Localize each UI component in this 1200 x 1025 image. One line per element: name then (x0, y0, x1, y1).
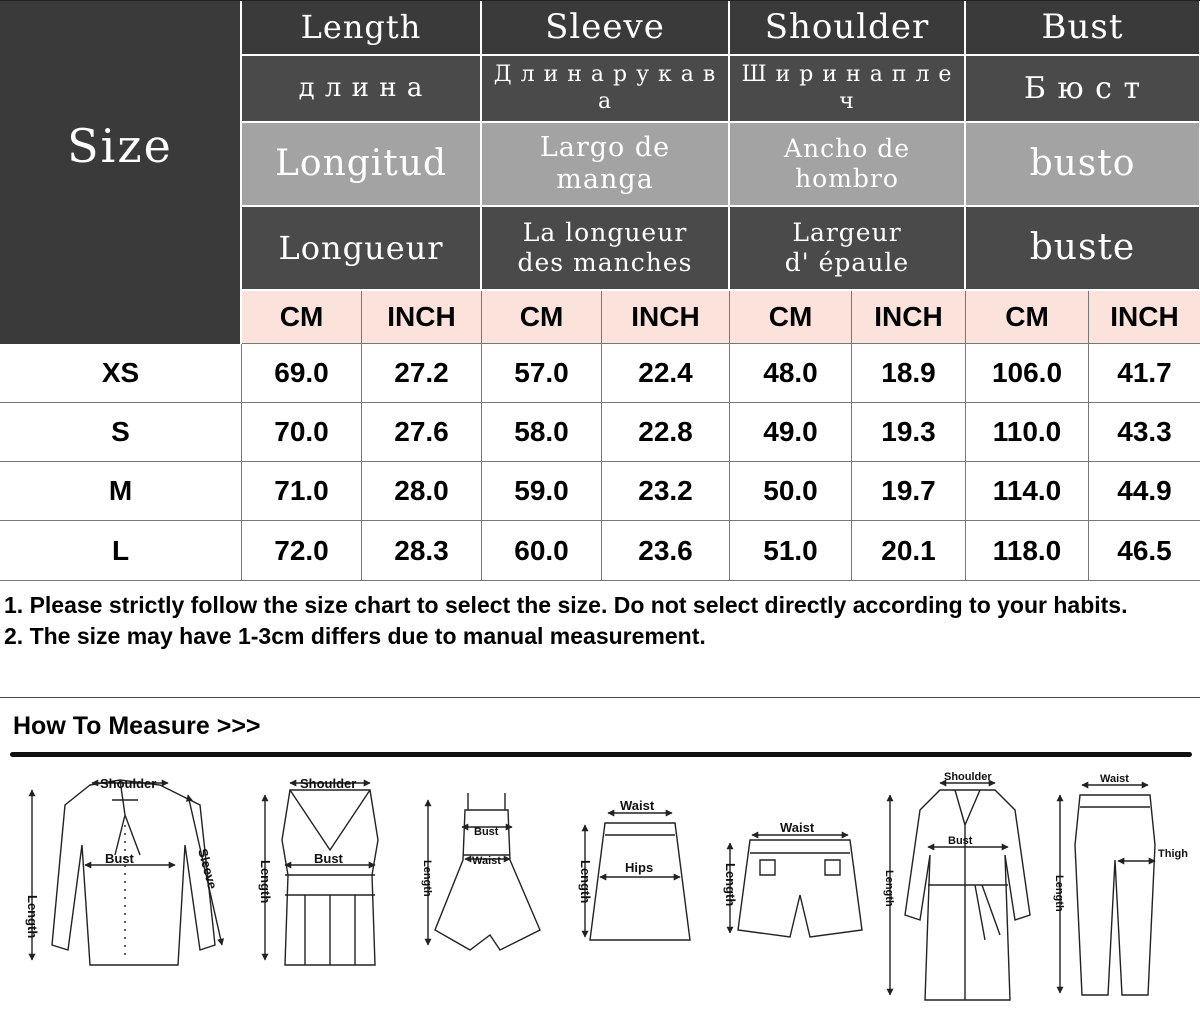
table-cell: 41.7 (1089, 344, 1200, 403)
unit-bust-inch: INCH (1089, 291, 1200, 344)
table-cell: 46.5 (1089, 521, 1200, 581)
label-shoulder: Shoulder (100, 776, 157, 791)
label-waist: Waist (472, 855, 501, 867)
table-cell: 114.0 (966, 462, 1089, 521)
title-underline (10, 752, 1192, 757)
note-2: 2. The size may have 1-3cm differs due to manual measurement. (4, 623, 706, 649)
header-bust-en: Bust (966, 1, 1200, 56)
header-sleeve-fr: La longueur des manches (482, 207, 730, 291)
header-shoulder-en: Shoulder (730, 1, 966, 56)
table-cell: 57.0 (482, 344, 602, 403)
header-sleeve-es: Largo de manga (482, 123, 730, 207)
table-cell: 23.6 (602, 521, 730, 581)
coat-diagram (890, 783, 1030, 1000)
blouse-diagram (32, 780, 222, 965)
table-cell: 110.0 (966, 403, 1089, 462)
table-cell: 48.0 (730, 344, 852, 403)
table-cell: 70.0 (242, 403, 362, 462)
label-length: Length (1053, 875, 1065, 912)
header-length-en: Length (242, 1, 482, 56)
table-cell: 118.0 (966, 521, 1089, 581)
label-bust: Bust (948, 835, 973, 847)
shorts-diagram (730, 835, 862, 937)
header-bust-ru: Б ю с т (966, 56, 1200, 123)
unit-sleeve-cm: CM (482, 291, 602, 344)
table-cell: 28.0 (362, 462, 482, 521)
dress-diagram (428, 793, 540, 950)
table-cell: 19.7 (852, 462, 966, 521)
vest-diagram (265, 783, 378, 965)
label-sleeve: Sleeve (195, 846, 221, 891)
table-cell: 20.1 (852, 521, 966, 581)
unit-shoulder-inch: INCH (852, 291, 966, 344)
header-bust-es: busto (966, 123, 1200, 207)
table-cell: 49.0 (730, 403, 852, 462)
garment-diagrams (0, 765, 1200, 1020)
label-hips: Hips (625, 860, 654, 875)
unit-bust-cm: CM (966, 291, 1089, 344)
label-waist: Waist (780, 820, 815, 835)
table-cell: 50.0 (730, 462, 852, 521)
header-sleeve-ru: Д л и н а р у к а в а (482, 56, 730, 123)
how-to-measure-title: How To Measure >>> (13, 712, 261, 740)
size-notes (4, 590, 1194, 652)
table-cell: 19.3 (852, 403, 966, 462)
row-size-label: M (0, 462, 242, 521)
trousers-diagram (1060, 785, 1155, 995)
unit-shoulder-cm: CM (730, 291, 852, 344)
unit-length-inch: INCH (362, 291, 482, 344)
unit-length-cm: CM (242, 291, 362, 344)
size-header: Size (0, 1, 242, 291)
table-cell: 72.0 (242, 521, 362, 581)
size-header-tail (0, 291, 242, 344)
table-cell: 27.2 (362, 344, 482, 403)
note-1: 1. Please strictly follow the size chart to select the size. Do not select directly according to your habits. (4, 592, 1128, 618)
table-cell: 27.6 (362, 403, 482, 462)
table-cell: 43.3 (1089, 403, 1200, 462)
divider (0, 697, 1200, 698)
label-length: Length (25, 895, 40, 939)
table-cell: 58.0 (482, 403, 602, 462)
table-cell: 106.0 (966, 344, 1089, 403)
label-bust: Bust (474, 826, 499, 838)
label-waist: Waist (1100, 773, 1129, 785)
header-shoulder-es: Ancho de hombro (730, 123, 966, 207)
label-shoulder: Shoulder (944, 771, 992, 783)
table-cell: 28.3 (362, 521, 482, 581)
label-thigh: Thigh (1158, 848, 1188, 860)
table-cell: 51.0 (730, 521, 852, 581)
label-bust: Bust (314, 851, 343, 866)
table-cell: 60.0 (482, 521, 602, 581)
table-cell: 44.9 (1089, 462, 1200, 521)
table-cell: 23.2 (602, 462, 730, 521)
label-length: Length (421, 860, 433, 897)
skirt-diagram (585, 813, 690, 940)
measurement-illustrations (0, 765, 1200, 1020)
table-cell: 71.0 (242, 462, 362, 521)
label-shoulder: Shoulder (300, 776, 357, 791)
table-cell: 22.8 (602, 403, 730, 462)
label-bust: Bust (105, 851, 134, 866)
table-cell: 18.9 (852, 344, 966, 403)
header-length-ru: д л и н а (242, 56, 482, 123)
header-length-es: Longitud (242, 123, 482, 207)
label-length: Length (258, 860, 273, 904)
header-shoulder-fr: Largeur d' épaule (730, 207, 966, 291)
row-size-label: XS (0, 344, 242, 403)
header-shoulder-ru: Ш и р и н а п л е ч (730, 56, 966, 123)
header-length-fr: Longueur (242, 207, 482, 291)
label-length: Length (578, 860, 593, 904)
table-cell: 69.0 (242, 344, 362, 403)
label-length: Length (723, 863, 738, 907)
unit-sleeve-inch: INCH (602, 291, 730, 344)
header-bust-fr: buste (966, 207, 1200, 291)
label-waist: Waist (620, 798, 655, 813)
table-cell: 59.0 (482, 462, 602, 521)
table-cell: 22.4 (602, 344, 730, 403)
label-length: Length (883, 870, 895, 907)
row-size-label: L (0, 521, 242, 581)
row-size-label: S (0, 403, 242, 462)
header-sleeve-en: Sleeve (482, 1, 730, 56)
